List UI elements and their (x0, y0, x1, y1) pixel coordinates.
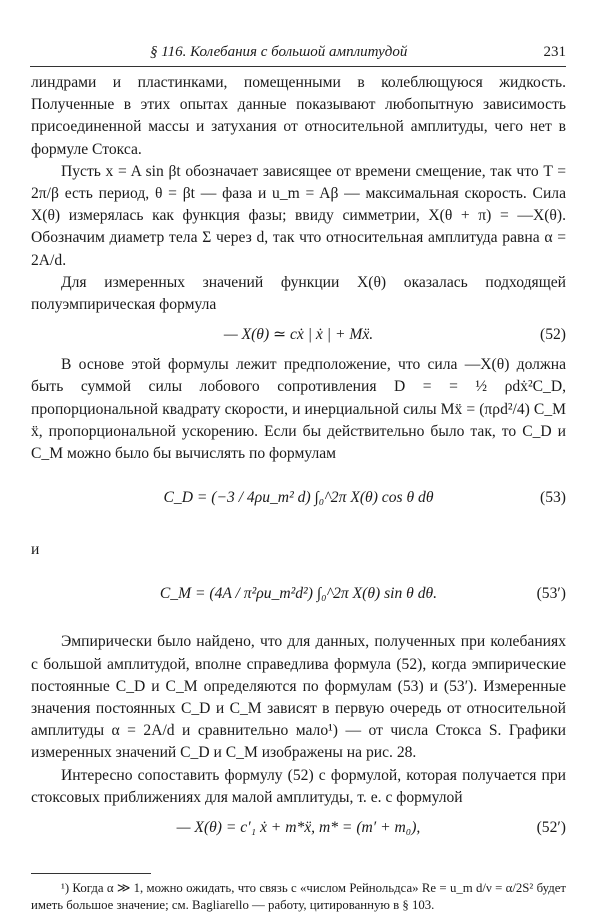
equation-53-prime (31, 561, 566, 631)
equation-formula: — X(θ) = c′₁ ẋ + m*ẍ, m* = (m′ + m₀), (176, 819, 421, 837)
paragraph: Эмпирически было найдено, что для данных, полученных при колебаниях с большой амплитудой, вполне справедлива формула (52), когда эмпирические постоянные C_D и C_M определяются по формулам (53) и (53′). Измеренные значения постоянных C_D и C_M зависят в первую очередь от относительной амплитуды α = 2A/d и сравнительно мало¹) — от числа Стокса S. Графики измеренных значений C_D и C_M изображены на рис. 28. (31, 633, 566, 762)
equation-number: (53′) (536, 585, 566, 603)
paragraph: В основе этой формулы лежит предположение, что сила —X(θ) должна быть суммой силы лобового сопротивления D = = ½ ρdẋ²C_D, пропорциональной квадрату скорости, и инерциальной силы Mẍ = (πρd²/4) C_M ẍ, пропорциональной ускорению. Если бы действительно было так, то C_D и C_M можно было бы вычислять по формулам (31, 356, 566, 463)
equation-number: (52′) (536, 819, 566, 837)
page-number: 231 (543, 44, 566, 60)
paragraph: Интересно сопоставить формулу (52) с формулой, которая получается при стоксовых приближениях для малой амплитуды, т. е. с формулой (31, 766, 566, 806)
paragraph: линдрами и пластинками, помещенными в колеблющуюся жидкость. Полученные в этих опытах данные показывают любопытную зависимость присоединенной массы и затухания от относительной амплитуды, чего нет в формуле Стокса. (31, 74, 566, 158)
equation-53 (31, 465, 566, 535)
footnote-divider (31, 873, 151, 874)
running-header (30, 40, 566, 67)
paragraph: Для измеренных значений функции X(θ) оказалась подходящей полуэмпирическая формула (31, 273, 566, 314)
footnote: ¹) Когда α ≫ 1, можно ожидать, что связь с «числом Рейнольдса» Re = u_m d/ν = α/2S² будет иметь большое значение; см. Bagliarello — работу, цитированную в § 103. (31, 881, 566, 913)
equation-formula: C_D = (−3 / 4ρu_m² d) ∫₀^2π X(θ) cos θ dθ (163, 489, 434, 507)
paragraph: Пусть x = A sin βt обозначает зависящее от времени смещение, так что T = 2π/β есть период, θ = βt — фаза и u_m = Aβ — максимальная скорость. Сила X(θ) измерялась как функция фазы; ввиду симметрии, X(θ + π) = —X(θ). Обозначим диаметр тела Σ через d, так что относительная амплитуда равна α = 2A/d. (31, 162, 566, 269)
equation-formula: — X(θ) ≃ cẋ | ẋ | + Mẍ. (223, 326, 374, 344)
equation-number: (53) (540, 489, 566, 507)
section-title: § 116. Колебания с большой амплитудой (150, 44, 408, 60)
connector-word: и (31, 541, 40, 559)
equation-52-prime (31, 809, 566, 847)
equation-formula: C_M = (4A / π²ρu_m²d²) ∫₀^2π X(θ) sin θ dθ. (159, 585, 438, 603)
body-text (31, 72, 566, 914)
equation-52 (31, 316, 566, 354)
equation-number: (52) (540, 326, 566, 344)
